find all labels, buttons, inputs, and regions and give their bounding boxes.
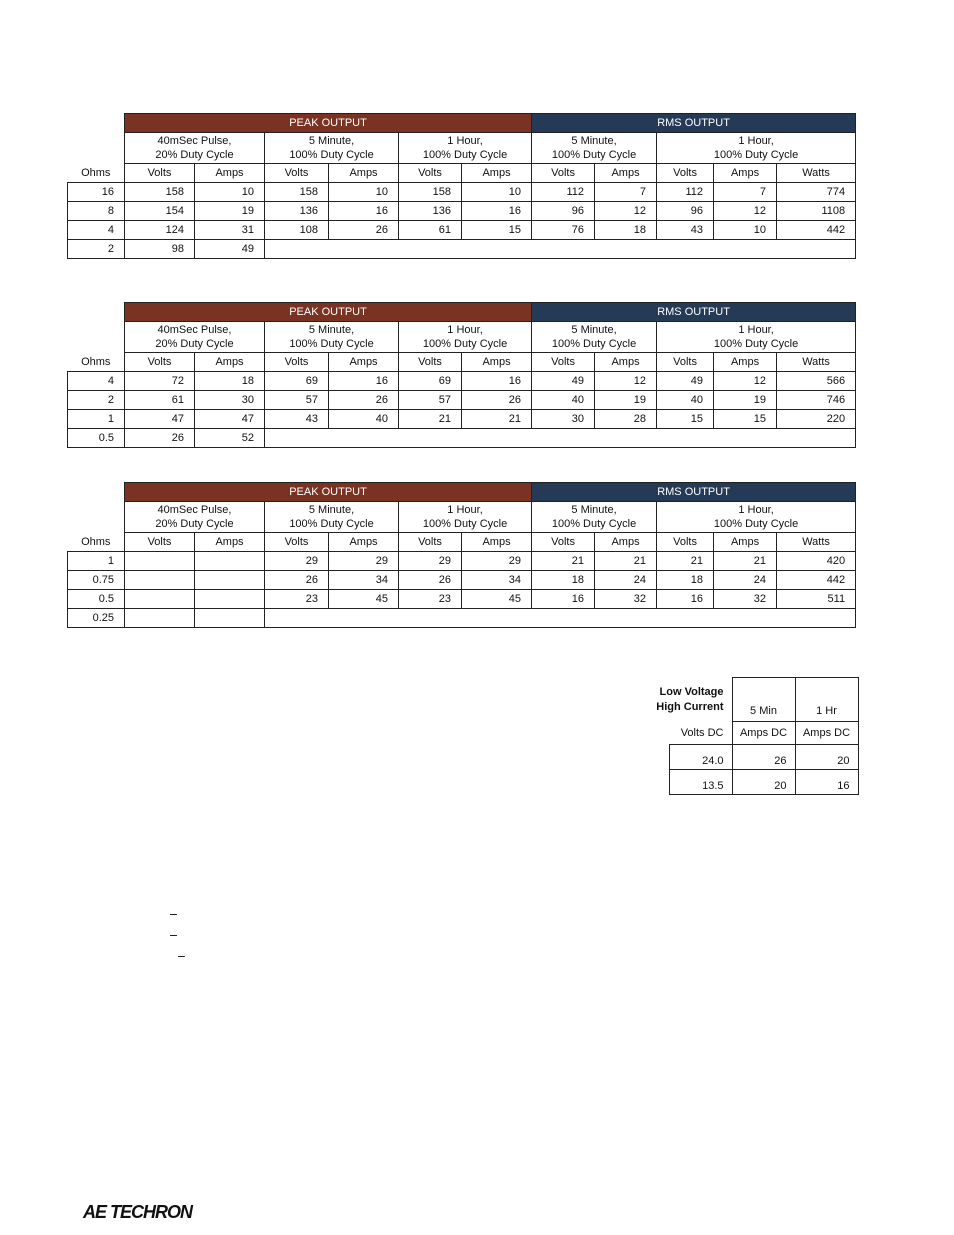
value-cell [195,552,265,571]
duration-header: 40mSec Pulse, 20% Duty Cycle [125,133,265,164]
value-cell: 7 [595,183,657,202]
value-cell: 10 [195,183,265,202]
value-cell: 26 [399,571,462,590]
unit-header: Amps [329,353,399,372]
value-cell: 47 [195,410,265,429]
band-row [68,483,856,502]
value-cell: 23 [399,590,462,609]
duration-header: 5 Minute, 100% Duty Cycle [532,322,657,353]
ohms-cell: 0.5 [68,590,125,609]
value-cell: 57 [399,391,462,410]
table-row [68,410,856,429]
value-cell [125,552,195,571]
unit-header: Amps [329,164,399,183]
table-row [68,571,856,590]
unit-header: Volts [657,533,714,552]
value-cell [125,571,195,590]
unit-header: Volts [657,353,714,372]
unit-header: Amps [195,164,265,183]
value-cell: 16 [657,590,714,609]
dash-mark [170,914,177,915]
value-cell: 29 [265,552,329,571]
ohms-cell: 0.25 [68,609,125,628]
units-row [68,353,856,372]
table-row [68,590,856,609]
duration-header: 5 Minute, 100% Duty Cycle [265,133,399,164]
lv-amps-5min: 26 [732,745,795,770]
value-cell: 21 [532,552,595,571]
duration-header: 5 Minute, 100% Duty Cycle [265,322,399,353]
value-cell: 96 [657,202,714,221]
unit-header: Volts [532,353,595,372]
value-cell: 21 [462,410,532,429]
value-cell: 12 [714,372,777,391]
value-cell: 30 [195,391,265,410]
value-cell: 16 [329,372,399,391]
unit-header: Amps [595,353,657,372]
dash-mark [170,935,177,936]
unit-header: Volts [125,533,195,552]
ohms-header: Ohms [81,166,111,179]
empty-span-cell [265,240,856,259]
duration-header: 5 Minute, 100% Duty Cycle [265,502,399,533]
table-row [68,202,856,221]
value-cell: 108 [265,221,329,240]
duration-header: 1 Hour, 100% Duty Cycle [657,502,856,533]
value-cell: 442 [777,221,856,240]
unit-header: Amps [195,533,265,552]
value-cell: 1108 [777,202,856,221]
table-row [68,240,856,259]
value-cell: 32 [714,590,777,609]
value-cell: 29 [399,552,462,571]
value-cell: 10 [714,221,777,240]
lv-title [632,678,732,722]
value-cell: 19 [595,391,657,410]
value-cell: 49 [532,372,595,391]
value-cell: 18 [195,372,265,391]
duration-header: 1 Hour, 100% Duty Cycle [657,322,856,353]
value-cell: 112 [657,183,714,202]
unit-header: Volts [265,353,329,372]
value-cell: 154 [125,202,195,221]
value-cell: 511 [777,590,856,609]
value-cell: 16 [532,590,595,609]
unit-header: Amps [714,164,777,183]
value-cell: 40 [329,410,399,429]
value-cell: 23 [265,590,329,609]
unit-header: Amps [714,353,777,372]
ohms-cell: 0.5 [68,429,125,448]
peak-output-header: PEAK OUTPUT [125,303,532,322]
duration-header: 5 Minute, 100% Duty Cycle [532,502,657,533]
unit-header: Volts [265,533,329,552]
dash-mark [178,956,185,957]
value-cell [195,609,265,628]
unit-header: Amps [329,533,399,552]
table-row [68,183,856,202]
value-cell: 72 [125,372,195,391]
duration-row [68,502,856,533]
value-cell: 32 [595,590,657,609]
unit-header: Watts [777,533,856,552]
value-cell: 18 [595,221,657,240]
low-voltage-table [632,677,859,795]
unit-header: Volts [532,533,595,552]
value-cell: 15 [657,410,714,429]
peak-output-header: PEAK OUTPUT [125,114,532,133]
unit-header: Volts [399,533,462,552]
value-cell: 136 [265,202,329,221]
output-table-1 [67,113,856,259]
value-cell: 774 [777,183,856,202]
lv-col-1hr: 1 Hr [795,678,858,722]
lv-title-line1: Low Voltage [659,685,724,698]
value-cell: 158 [399,183,462,202]
units-row [68,533,856,552]
value-cell: 49 [657,372,714,391]
unit-header: Volts [125,164,195,183]
duration-header: 1 Hour, 100% Duty Cycle [399,322,532,353]
unit-header: Amps [462,533,532,552]
ohms-cell: 4 [68,221,125,240]
lv-unit-amps-5min: Amps DC [732,722,795,745]
value-cell: 28 [595,410,657,429]
duration-header: 40mSec Pulse, 20% Duty Cycle [125,322,265,353]
unit-header: Amps [195,353,265,372]
table-row [68,372,856,391]
lv-header-row [632,678,858,722]
band-row [68,303,856,322]
output-table-3 [67,482,856,628]
value-cell: 40 [657,391,714,410]
value-cell: 12 [595,372,657,391]
value-cell: 69 [399,372,462,391]
duration-row [68,133,856,164]
value-cell: 43 [265,410,329,429]
duration-row [68,322,856,353]
lv-amps-5min: 20 [732,770,795,795]
lv-volts: 13.5 [669,770,732,795]
duration-header: 5 Minute, 100% Duty Cycle [532,133,657,164]
value-cell: 34 [462,571,532,590]
unit-header: Volts [265,164,329,183]
empty-span-cell [265,429,856,448]
value-cell: 10 [329,183,399,202]
value-cell: 26 [125,429,195,448]
value-cell: 40 [532,391,595,410]
value-cell: 566 [777,372,856,391]
unit-header: Amps [714,533,777,552]
value-cell: 26 [329,221,399,240]
value-cell: 29 [462,552,532,571]
rms-output-header: RMS OUTPUT [532,303,856,322]
lv-volts: 24.0 [669,745,732,770]
value-cell: 26 [265,571,329,590]
value-cell: 98 [125,240,195,259]
value-cell: 29 [329,552,399,571]
lv-row [632,745,858,770]
table-row [68,552,856,571]
unit-header: Volts [125,353,195,372]
value-cell: 112 [532,183,595,202]
value-cell: 16 [462,372,532,391]
band-row [68,114,856,133]
value-cell: 19 [714,391,777,410]
ohms-cell: 2 [68,240,125,259]
unit-header: Amps [595,164,657,183]
ohms-header: Ohms [81,355,111,368]
duration-header: 1 Hour, 100% Duty Cycle [399,502,532,533]
unit-header: Watts [777,353,856,372]
value-cell: 10 [462,183,532,202]
value-cell: 158 [125,183,195,202]
ohms-cell: 1 [68,552,125,571]
unit-header: Amps [462,164,532,183]
lv-row [632,770,858,795]
value-cell: 19 [195,202,265,221]
output-table-2 [67,302,856,448]
unit-header: Volts [399,164,462,183]
value-cell: 12 [714,202,777,221]
table-row [68,391,856,410]
ohms-cell: 2 [68,391,125,410]
duration-header: 1 Hour, 100% Duty Cycle [399,133,532,164]
lv-title-line2: High Current [656,700,724,713]
value-cell: 124 [125,221,195,240]
value-cell: 61 [399,221,462,240]
value-cell: 26 [329,391,399,410]
value-cell: 18 [657,571,714,590]
table-row [68,429,856,448]
value-cell: 21 [714,552,777,571]
value-cell: 30 [532,410,595,429]
value-cell: 21 [657,552,714,571]
duration-header: 1 Hour, 100% Duty Cycle [657,133,856,164]
empty-span-cell [265,609,856,628]
unit-header: Volts [399,353,462,372]
lv-amps-1hr: 16 [795,770,858,795]
value-cell: 26 [462,391,532,410]
table-row [68,609,856,628]
unit-header: Amps [462,353,532,372]
value-cell [195,590,265,609]
value-cell: 15 [462,221,532,240]
rms-output-header: RMS OUTPUT [532,114,856,133]
value-cell: 69 [265,372,329,391]
unit-header: Amps [595,533,657,552]
value-cell: 220 [777,410,856,429]
value-cell: 31 [195,221,265,240]
value-cell: 49 [195,240,265,259]
value-cell: 7 [714,183,777,202]
ohms-cell: 1 [68,410,125,429]
value-cell: 442 [777,571,856,590]
ohms-cell: 16 [68,183,125,202]
value-cell: 24 [714,571,777,590]
ohms-cell: 8 [68,202,125,221]
lv-amps-1hr: 20 [795,745,858,770]
value-cell: 45 [329,590,399,609]
units-row [68,164,856,183]
lv-units-row [632,722,858,745]
value-cell: 43 [657,221,714,240]
value-cell: 61 [125,391,195,410]
value-cell: 21 [399,410,462,429]
unit-header: Volts [532,164,595,183]
value-cell: 57 [265,391,329,410]
peak-output-header: PEAK OUTPUT [125,483,532,502]
ohms-cell: 4 [68,372,125,391]
value-cell: 47 [125,410,195,429]
value-cell: 18 [532,571,595,590]
value-cell [125,609,195,628]
value-cell: 12 [595,202,657,221]
ae-techron-logo: AE TECHRON [83,1202,193,1222]
lv-unit-volts: Volts DC [680,726,724,739]
value-cell: 45 [462,590,532,609]
value-cell: 52 [195,429,265,448]
value-cell [125,590,195,609]
value-cell: 76 [532,221,595,240]
value-cell: 21 [595,552,657,571]
ohms-header: Ohms [81,535,111,548]
lv-unit-amps-1hr: Amps DC [795,722,858,745]
value-cell: 746 [777,391,856,410]
value-cell: 34 [329,571,399,590]
value-cell: 158 [265,183,329,202]
lv-col-5min: 5 Min [732,678,795,722]
unit-header: Volts [657,164,714,183]
value-cell: 15 [714,410,777,429]
value-cell [195,571,265,590]
ohms-cell: 0.75 [68,571,125,590]
value-cell: 96 [532,202,595,221]
rms-output-header: RMS OUTPUT [532,483,856,502]
value-cell: 136 [399,202,462,221]
table-row [68,221,856,240]
value-cell: 24 [595,571,657,590]
value-cell: 16 [329,202,399,221]
value-cell: 420 [777,552,856,571]
value-cell: 16 [462,202,532,221]
unit-header: Watts [777,164,856,183]
duration-header: 40mSec Pulse, 20% Duty Cycle [125,502,265,533]
